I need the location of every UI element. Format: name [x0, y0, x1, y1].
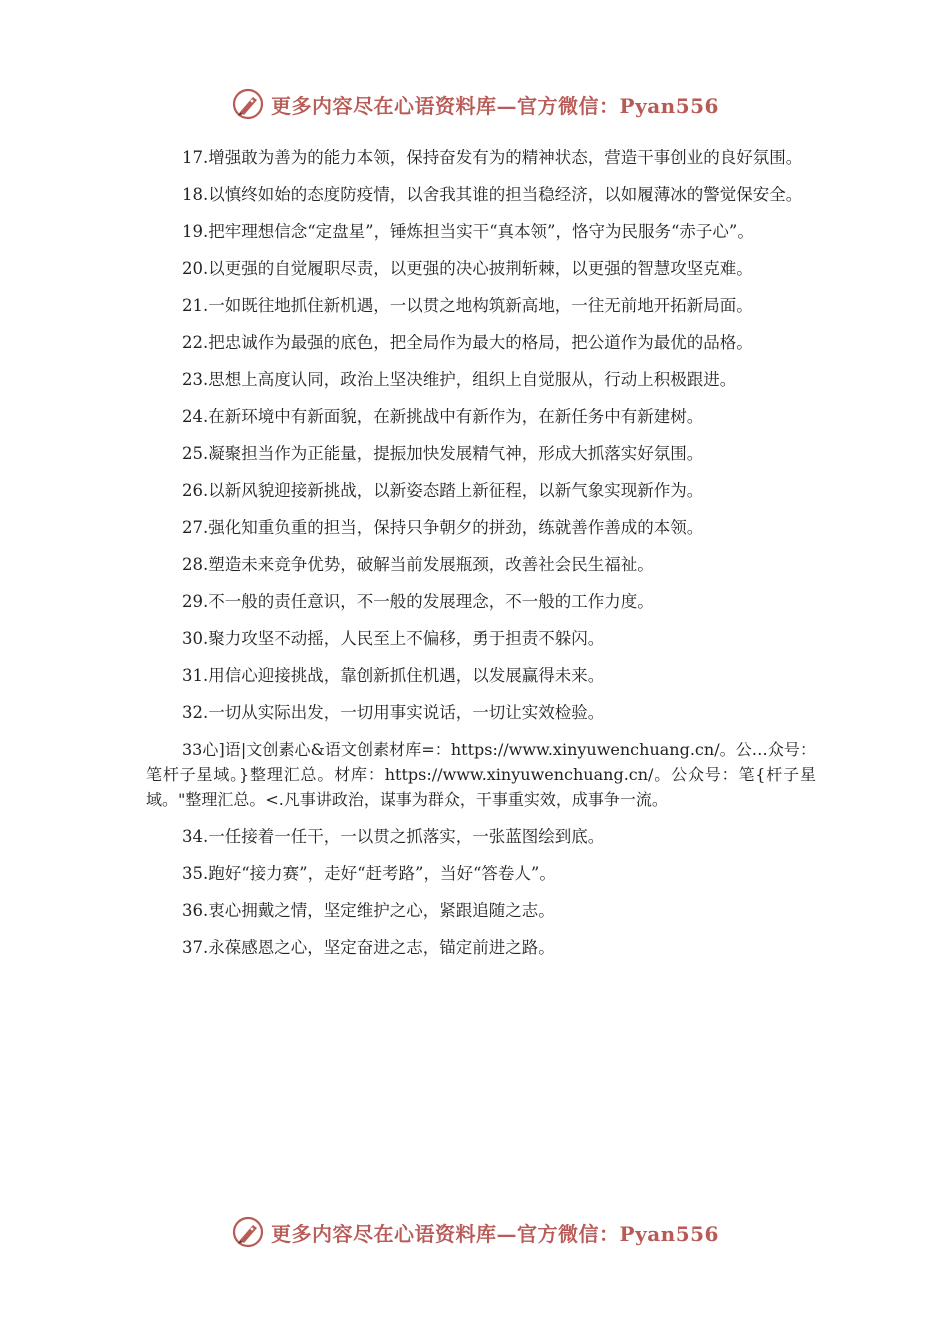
list-item: 20.以更强的自觉履职尽责，以更强的决心披荆斩棘，以更强的智慧攻坚克难。 [182, 259, 753, 278]
list-item: 34.一任接着一任干，一以贯之抓落实，一张蓝图绘到底。 [182, 827, 605, 846]
list-item: 31.用信心迎接挑战，靠创新抓住机遇，以发展赢得未来。 [182, 666, 605, 685]
list-item: 37.永葆感恩之心，坚定奋进之志，锚定前进之路。 [182, 938, 555, 957]
list-item: 28.塑造未来竞争优势，破解当前发展瓶颈，改善社会民生福祉。 [182, 555, 654, 574]
list-item: 21.一如既往地抓住新机遇，一以贯之地构筑新高地，一往无前地开拓新局面。 [182, 296, 753, 315]
list-item: 18.以慎终如始的态度防疫情，以舍我其谁的担当稳经济，以如履薄冰的警觉保安全。 [182, 185, 803, 204]
pen-nib-circle-icon [231, 1215, 265, 1249]
list-item: 24.在新环境中有新面貌，在新挑战中有新作为，在新任务中有新建树。 [182, 407, 704, 426]
header-watermark [0, 84, 950, 124]
list-item: 17.增强敢为善为的能力本领，保持奋发有为的精神状态，营造干事创业的良好氛围。 [182, 148, 803, 167]
document-body [146, 145, 816, 972]
list-item: 30.聚力攻坚不动摇，人民至上不偏移，勇于担责不躲闪。 [182, 629, 605, 648]
list-item: 25.凝聚担当作为正能量，提振加快发展精气神，形成大抓落实好氛围。 [182, 444, 704, 463]
pen-nib-circle-icon [231, 87, 265, 121]
list-item: 35.跑好“接力赛”，走好“赶考路”，当好“答卷人”。 [182, 864, 556, 883]
list-item: 29.不一般的责任意识，不一般的发展理念，不一般的工作力度。 [182, 592, 654, 611]
list-item: 19.把牢理想信念“定盘星”，锤炼担当实干“真本领”，恪守为民服务“赤子心”。 [182, 222, 754, 241]
list-item: 33心]语|文创素心&语文创素材库=：https://www.xinyuwenchuang.cn/。公…众号：笔杆子星域。}整理汇总。材库：https://www.xinyuwenchuang.cn/。公众号：笔{杆子星域。"整理汇总。<.凡事讲政治，谋事为群众，干事重实效，成事争一流。 [146, 740, 816, 809]
list-item: 26.以新风貌迎接新挑战，以新姿态踏上新征程，以新气象实现新作为。 [182, 481, 704, 500]
list-item: 32.一切从实际出发，一切用事实说话，一切让实效检验。 [182, 703, 605, 722]
list-item: 23.思想上高度认同，政治上坚决维护，组织上自觉服从，行动上积极跟进。 [182, 370, 737, 389]
footer-watermark [0, 1212, 950, 1252]
list-item: 36.衷心拥戴之情，坚定维护之心，紧跟追随之志。 [182, 901, 555, 920]
footer-watermark-text: 更多内容尽在心语资料库—官方微信：Pyan556 [271, 1221, 719, 1246]
header-watermark-text: 更多内容尽在心语资料库—官方微信：Pyan556 [271, 93, 719, 118]
list-item: 27.强化知重负重的担当，保持只争朝夕的拼劲，练就善作善成的本领。 [182, 518, 704, 537]
list-item: 22.把忠诚作为最强的底色，把全局作为最大的格局，把公道作为最优的品格。 [182, 333, 753, 352]
